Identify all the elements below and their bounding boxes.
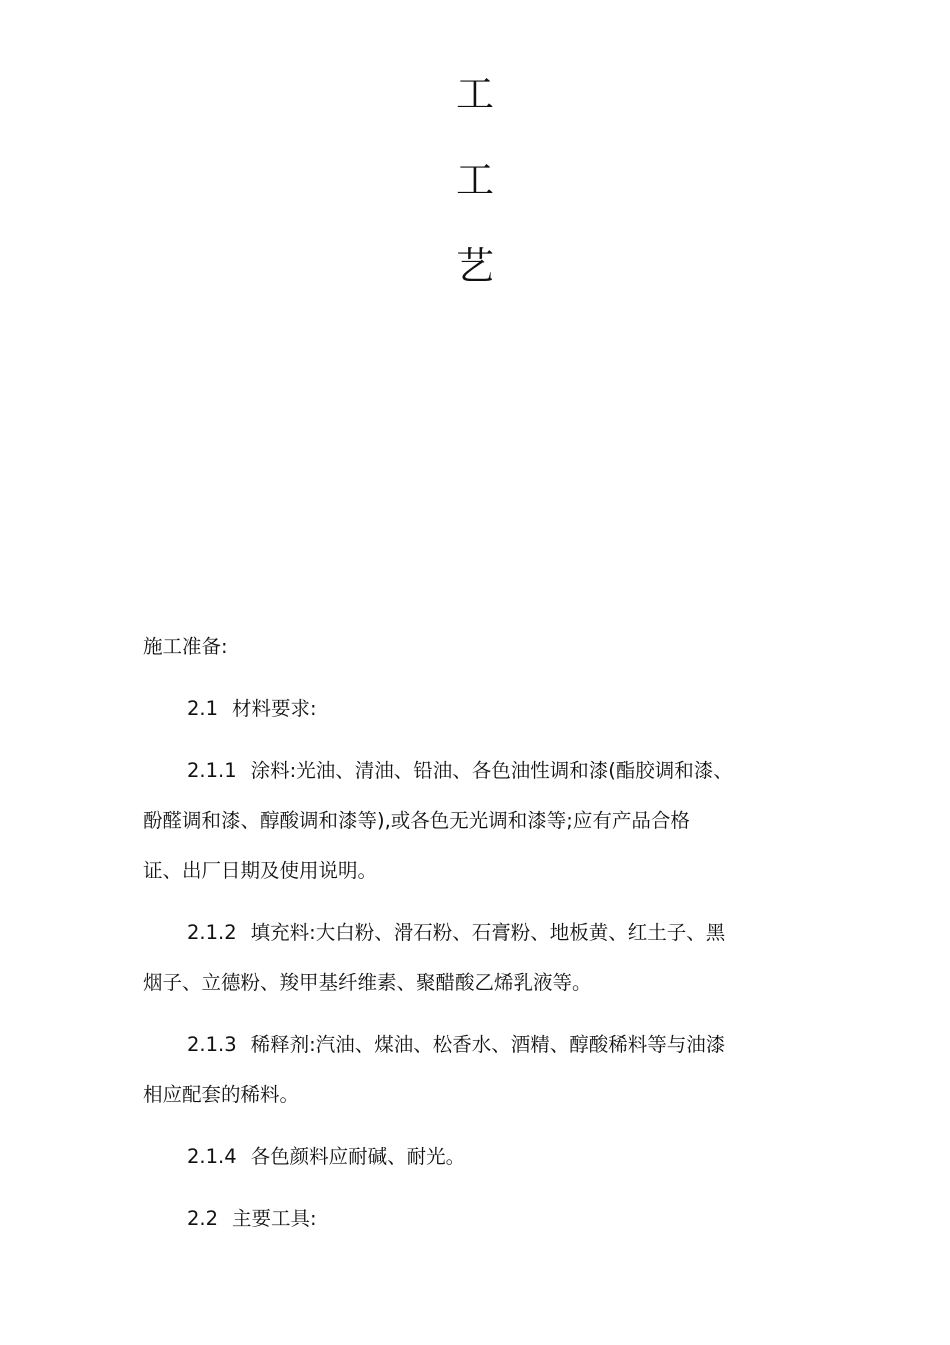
item-number: 2.1.1 <box>187 759 237 782</box>
item-text: 稀释剂:汽油、煤油、松香水、酒精、醇酸稀料等与油漆 <box>250 1033 726 1056</box>
subsection-title: 主要工具: <box>232 1207 317 1230</box>
subsection-2-1 <box>187 695 317 723</box>
item-text: 各色颜料应耐碱、耐光。 <box>250 1145 466 1168</box>
subsection-number: 2.1 <box>187 697 219 720</box>
item-2-1-1-line-3: 证、出厂日期及使用说明。 <box>143 859 378 882</box>
subsection-title: 材料要求: <box>232 697 317 720</box>
document-title-char-1: 工 <box>455 72 494 116</box>
document-title-char-2: 工 <box>455 158 494 202</box>
item-text: 填充料:大白粉、滑石粉、石膏粉、地板黄、红土子、黑 <box>250 921 726 944</box>
item-number: 2.1.2 <box>187 921 237 944</box>
item-2-1-2-line-2: 烟子、立德粉、羧甲基纤维素、聚醋酸乙烯乳液等。 <box>143 971 592 994</box>
item-text: 涂料:光油、清油、铅油、各色油性调和漆(酯胶调和漆、 <box>250 759 733 782</box>
item-2-1-2-line-1 <box>187 919 725 947</box>
item-2-1-3-line-1 <box>187 1031 725 1059</box>
document-title-char-3: 艺 <box>455 244 494 288</box>
section-heading: 施工准备: <box>143 635 228 658</box>
item-2-1-1-line-1 <box>187 757 733 785</box>
item-number: 2.1.4 <box>187 1145 237 1168</box>
subsection-2-2 <box>187 1205 317 1233</box>
item-2-1-1-line-2: 酚醛调和漆、醇酸调和漆等),或各色无光调和漆等;应有产品合格 <box>143 809 690 832</box>
subsection-number: 2.2 <box>187 1207 219 1230</box>
item-number: 2.1.3 <box>187 1033 237 1056</box>
item-2-1-3-line-2: 相应配套的稀料。 <box>143 1083 300 1106</box>
item-2-1-4-line-1 <box>187 1143 465 1171</box>
